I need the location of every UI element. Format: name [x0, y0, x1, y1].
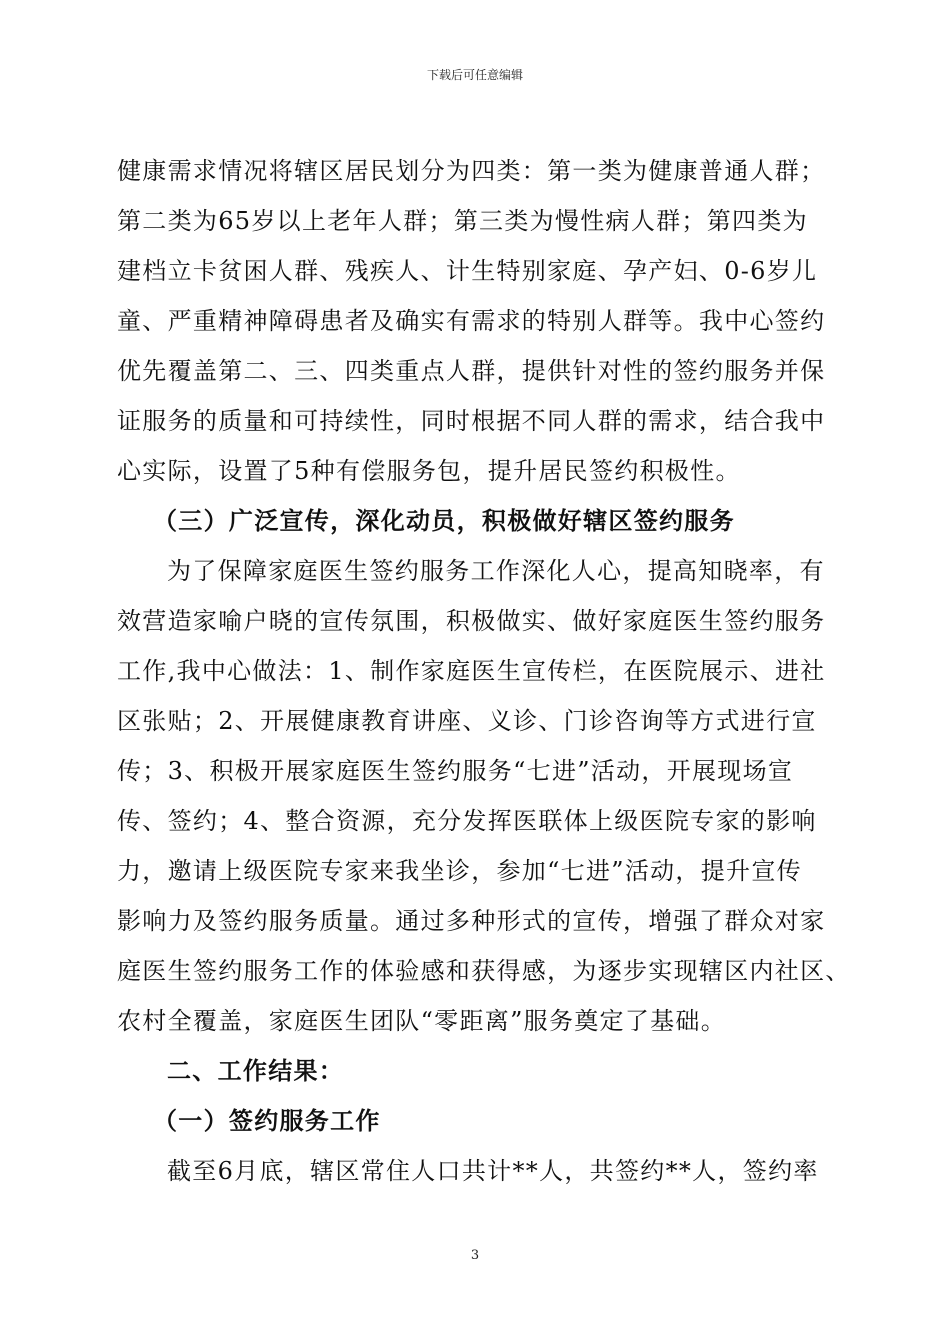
section-heading-3: （三）广泛宣传，深化动员，积极做好辖区签约服务: [153, 507, 735, 535]
section-heading-2: 二、工作结果：: [167, 1057, 345, 1085]
paragraph-line: 庭医生签约服务工作的体验感和获得感，为逐步实现辖区内社区、: [117, 957, 851, 985]
subsection-heading-1: （一）签约服务工作: [153, 1107, 381, 1135]
paragraph-line: 传、签约；4、整合资源，充分发挥医联体上级医院专家的影响: [117, 807, 817, 835]
paragraph-line: 力，邀请上级医院专家来我坐诊，参加“七进”活动，提升宣传: [117, 857, 802, 885]
paragraph-line: 区张贴；2、开展健康教育讲座、义诊、门诊咨询等方式进行宣: [117, 707, 817, 735]
paragraph-line: 截至6月底，辖区常住人口共计**人，共签约**人，签约率: [167, 1157, 819, 1185]
paragraph-line: 证服务的质量和可持续性，同时根据不同人群的需求，结合我中: [117, 407, 826, 435]
paragraph-line: 第二类为65岁以上老年人群；第三类为慢性病人群；第四类为: [117, 207, 808, 235]
paragraph-line: 影响力及签约服务质量。通过多种形式的宣传，增强了群众对家: [117, 907, 826, 935]
page-number: 3: [470, 1248, 480, 1263]
paragraph-line: 优先覆盖第二、三、四类重点人群，提供针对性的签约服务并保: [117, 357, 826, 385]
page-header-note: 下载后可任意编辑: [426, 68, 523, 82]
paragraph-line: 健康需求情况将辖区居民划分为四类：第一类为健康普通人群；: [117, 157, 826, 185]
paragraph-line: 童、严重精神障碍患者及确实有需求的特别人群等。我中心签约: [117, 307, 826, 335]
paragraph-line: 效营造家喻户晓的宣传氛围，积极做实、做好家庭医生签约服务: [117, 607, 826, 635]
body-text: [117, 146, 851, 1196]
paragraph-line: 传；3、积极开展家庭医生签约服务“七进”活动，开展现场宣: [117, 757, 794, 785]
paragraph-line: 工作,我中心做法：1、制作家庭医生宣传栏，在医院展示、进社: [117, 657, 826, 685]
paragraph-line: 为了保障家庭医生签约服务工作深化人心，提高知晓率，有: [167, 557, 825, 585]
paragraph-line: 心实际，设置了5种有偿服务包，提升居民签约积极性。: [117, 457, 741, 485]
paragraph-line: 农村全覆盖，家庭医生团队“零距离”服务奠定了基础。: [117, 1007, 727, 1035]
paragraph-line: 建档立卡贫困人群、残疾人、计生特别家庭、孕产妇、0-6岁儿: [117, 257, 818, 285]
